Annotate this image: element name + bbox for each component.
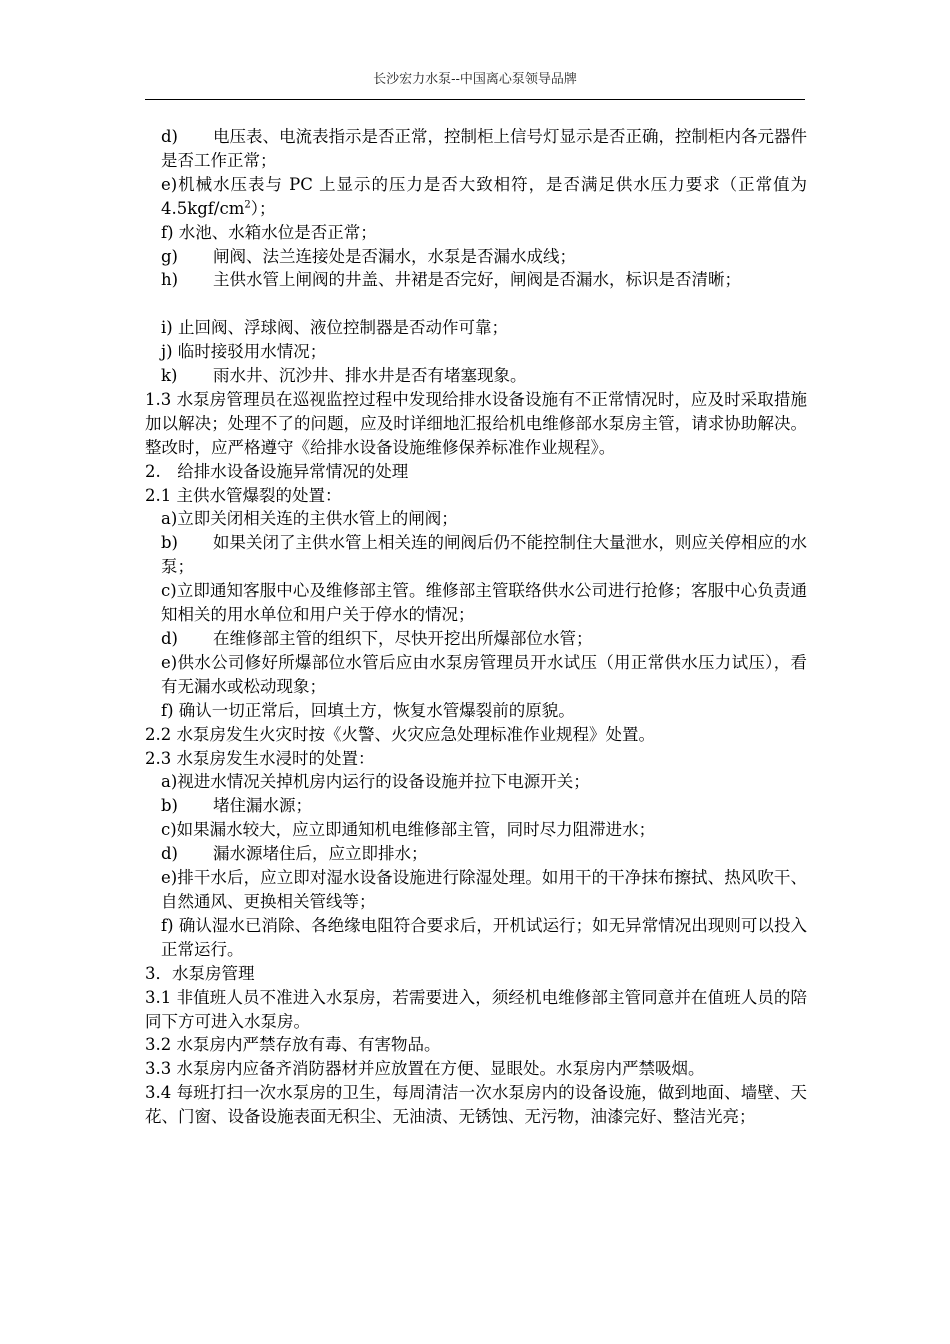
item-2-1-c: c)立即通知客服中心及维修部主管。维修部主管联络供水公司进行抢修；客服中心负责通知相关的用水单位和用户关于停水的情况； <box>161 581 807 625</box>
item-label: h) <box>161 270 179 290</box>
section-3-heading: 3．水泵房管理 <box>145 963 255 983</box>
item-2-3-a: a)视进水情况关掉机房内运行的设备设施并拉下电源开关； <box>161 772 590 792</box>
header-divider <box>145 99 805 100</box>
item-2-3-c: c)如果漏水较大，应立即通知机电维修部主管，同时尽力阻滞进水； <box>161 820 656 840</box>
item-text-end: ）； <box>250 198 276 218</box>
item-2-1-a: a)立即关闭相关连的主供水管上的闸阀； <box>161 509 458 529</box>
item-label: b) <box>161 796 178 816</box>
item-text: 堵住漏水源； <box>213 796 312 816</box>
section-3-1: 3.1 非值班人员不准进入水泵房，若需要进入，须经机电维修部主管同意并在值班人员的陪同下方可进入水泵房。 <box>145 987 807 1031</box>
item-2-3-d <box>145 842 807 866</box>
item-text: 电压表、电流表指示是否正常，控制柜上信号灯显示是否正确，控制柜内各元器件是否工作正常； <box>161 127 807 170</box>
item-2-1-b <box>145 531 807 579</box>
section-2-1-heading: 2.1 主供水管爆裂的处置： <box>145 485 342 505</box>
section-3-4: 3.4 每班打扫一次水泵房的卫生，每周清洁一次水泵房内的设备设施，做到地面、墙壁、天花、门窗、设备设施表面无积尘、无油渍、无锈蚀、无污物，油漆完好、整洁光亮； <box>145 1083 807 1127</box>
item-text: 雨水井、沉沙井、排水井是否有堵塞现象。 <box>213 366 527 386</box>
item-text: 漏水源堵住后，应立即排水； <box>213 844 428 864</box>
blank-line <box>145 292 807 316</box>
item-label: d) <box>161 629 178 649</box>
item-2-1-f: f) 确认一切正常后，回填土方，恢复水管爆裂前的原貌。 <box>161 700 575 720</box>
item-e-pressure <box>145 173 807 221</box>
item-k-drain-wells <box>145 364 807 388</box>
section-2-heading: 2. 给排水设备设施异常情况的处理 <box>145 461 409 481</box>
item-2-3-b <box>145 794 807 818</box>
item-label: g) <box>161 246 178 266</box>
item-label: k) <box>161 366 178 386</box>
paragraph-1-3: 1.3 水泵房管理员在巡视监控过程中发现给排水设备设施有不正常情况时，应及时采取措施加以解决；处理不了的问题，应及时详细地汇报给机电维修部水泵房主管，请求协助解决。整改时，应严格遵守《给排水设备设施维修保养标准作业规程》。 <box>145 389 807 457</box>
item-text: 闸阀、法兰连接处是否漏水，水泵是否漏水成线； <box>213 246 576 266</box>
superscript: 2 <box>244 199 251 211</box>
item-label: d) <box>161 844 178 864</box>
section-2-2: 2.2 水泵房发生火灾时按《火警、火灾应急处理标准作业规程》处置。 <box>145 724 655 744</box>
item-2-1-d <box>145 627 807 651</box>
page-header: 长沙宏力水泵--中国离心泵领导品牌 <box>373 72 577 87</box>
item-text: 主供水管上闸阀的井盖、井裙是否完好，闸阀是否漏水，标识是否清晰； <box>213 270 741 290</box>
section-3-2: 3.2 水泵房内严禁存放有毒、有害物品。 <box>145 1035 441 1055</box>
item-g-valves <box>145 245 807 269</box>
item-label: b) <box>161 533 178 553</box>
item-f-water-level: f) 水池、水箱水位是否正常； <box>161 222 377 242</box>
item-text: 在维修部主管的组织下，尽快开挖出所爆部位水管； <box>213 629 593 649</box>
item-j-temporary: j) 临时接驳用水情况； <box>161 342 327 362</box>
item-d-instruments <box>145 125 807 173</box>
item-2-1-e: e)供水公司修好所爆部位水管后应由水泵房管理员开水试压（用正常供水压力试压），看有无漏水或松动现象； <box>161 652 807 696</box>
item-i-check-valves: i) 止回阀、浮球阀、液位控制器是否动作可靠； <box>161 318 508 338</box>
item-2-3-f: f) 确认湿水已消除、各绝缘电阻符合要求后，开机试运行；如无异常情况出现则可以投入正常运行。 <box>161 915 807 959</box>
item-2-3-e: e)排干水后，应立即对湿水设备设施进行除湿处理。如用干的干净抹布擦拭、热风吹干、自然通风、更换相关管线等； <box>161 868 807 911</box>
item-text: e)机械水压表与 PC 上显示的压力是否大致相符，是否满足供水压力要求（正常值为 4.5kgf/cm <box>161 174 807 218</box>
section-3-3: 3.3 水泵房内应备齐消防器材并应放置在方便、显眼处。水泵房内严禁吸烟。 <box>145 1059 705 1079</box>
document-body <box>145 125 807 1129</box>
item-label: d) <box>161 127 178 146</box>
item-h-wellcover <box>145 268 807 292</box>
section-2-3-heading: 2.3 水泵房发生水浸时的处置： <box>145 748 375 768</box>
item-text: 如果关闭了主供水管上相关连的闸阀后仍不能控制住大量泄水，则应关停相应的水泵； <box>161 533 807 577</box>
